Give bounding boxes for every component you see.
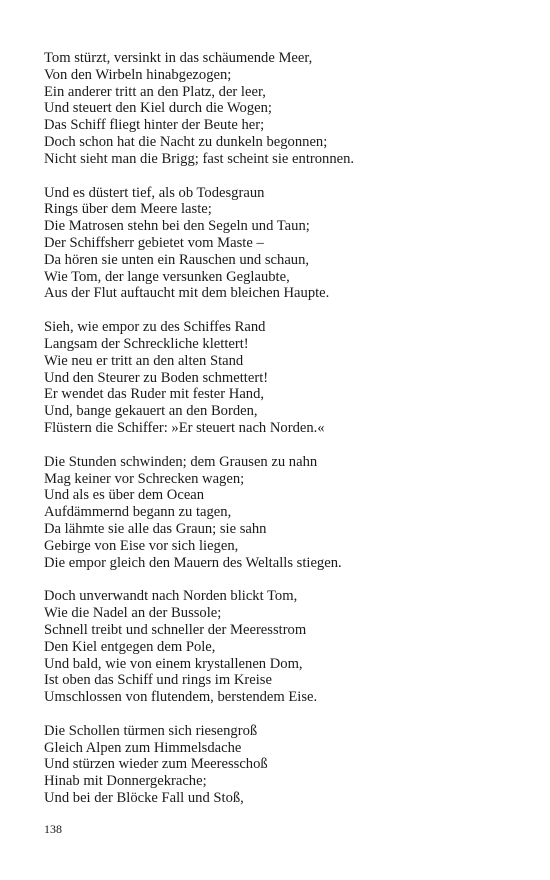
poem-line: Den Kiel entgegen dem Pole, <box>44 638 216 655</box>
poem-line: Und stürzen wieder zum Meeresschoß <box>44 756 268 773</box>
poem-line: Die empor gleich den Mauern des Weltalls stiegen. <box>44 554 342 571</box>
poem-line: Die Schollen türmen sich riesengroß <box>44 722 258 739</box>
poem-line: Die Matrosen stehn bei den Segeln und Taun; <box>44 218 310 235</box>
poem-line: Und steuert den Kiel durch die Wogen; <box>44 100 272 117</box>
poem-line: Und den Steurer zu Boden schmettert! <box>44 369 269 386</box>
poem-line: Mag keiner vor Schrecken wagen; <box>44 470 245 487</box>
poem-line: Tom stürzt, versinkt in das schäumende Meer, <box>44 50 313 66</box>
poem-line: Und es düstert tief, als ob Todesgraun <box>44 184 265 201</box>
poem-line: Gebirge von Eise vor sich liegen, <box>44 537 239 554</box>
poem-line: Die Stunden schwinden; dem Grausen zu nahn <box>44 453 318 470</box>
poem-line: Wie neu er tritt an den alten Stand <box>44 352 244 369</box>
poem-line: Von den Wirbeln hinabgezogen; <box>44 66 232 83</box>
poem-line: Und als es über dem Ocean <box>44 487 205 504</box>
poem-line: Langsam der Schreckliche klettert! <box>44 335 249 352</box>
poem-line: Und bald, wie von einem krystallenen Dom, <box>44 655 303 672</box>
poem-line: Da lähmte sie alle das Graun; sie sahn <box>44 520 267 537</box>
poem-line: Schnell treibt und schneller der Meeresstrom <box>44 621 307 638</box>
stanza-5 <box>44 588 524 706</box>
poem-line: Hinab mit Donnergekrache; <box>44 773 207 790</box>
poem-line: Der Schiffsherr gebietet vom Maste – <box>44 234 264 251</box>
poem-line: Flüstern die Schiffer: »Er steuert nach Norden.« <box>44 419 325 436</box>
poem-line: Doch schon hat die Nacht zu dunkeln begonnen; <box>44 133 328 150</box>
poem-line: Und, bange gekauert an den Borden, <box>44 403 258 420</box>
page-number: 138 <box>44 822 62 836</box>
poem-line: Das Schiff fliegt hinter der Beute her; <box>44 117 265 134</box>
stanza-4 <box>44 454 524 572</box>
poem-line: Wie Tom, der lange versunken Geglaubte, <box>44 268 290 285</box>
stanza-3 <box>44 319 524 437</box>
poem-line: Ist oben das Schiff und rings im Kreise <box>44 672 272 689</box>
poem-line: Umschlossen von flutendem, berstendem Eise. <box>44 689 318 706</box>
poem-line: Aus der Flut auftaucht mit dem bleichen Haupte. <box>44 285 330 302</box>
poem-line: Wie die Nadel an der Bussole; <box>44 605 222 622</box>
poem-line: Sieh, wie empor zu des Schiffes Rand <box>44 319 266 336</box>
poem-line: Und bei der Blöcke Fall und Stoß, <box>44 790 244 807</box>
poem-line: Nicht sieht man die Brigg; fast scheint sie entronnen. <box>44 150 355 167</box>
stanza-2 <box>44 185 524 303</box>
poem-line: Er wendet das Ruder mit fester Hand, <box>44 386 265 403</box>
poem-line: Aufdämmernd begann zu tagen, <box>44 504 232 521</box>
stanza-1 <box>44 50 524 168</box>
stanza-6 <box>44 723 524 807</box>
poem-body <box>44 50 524 824</box>
poem-line: Doch unverwandt nach Norden blickt Tom, <box>44 588 298 605</box>
poem-line: Gleich Alpen zum Himmelsdache <box>44 739 242 756</box>
poem-line: Da hören sie unten ein Rauschen und schaun, <box>44 251 310 268</box>
poem-line: Ein anderer tritt an den Platz, der leer, <box>44 83 266 100</box>
poem-line: Rings über dem Meere laste; <box>44 201 212 218</box>
